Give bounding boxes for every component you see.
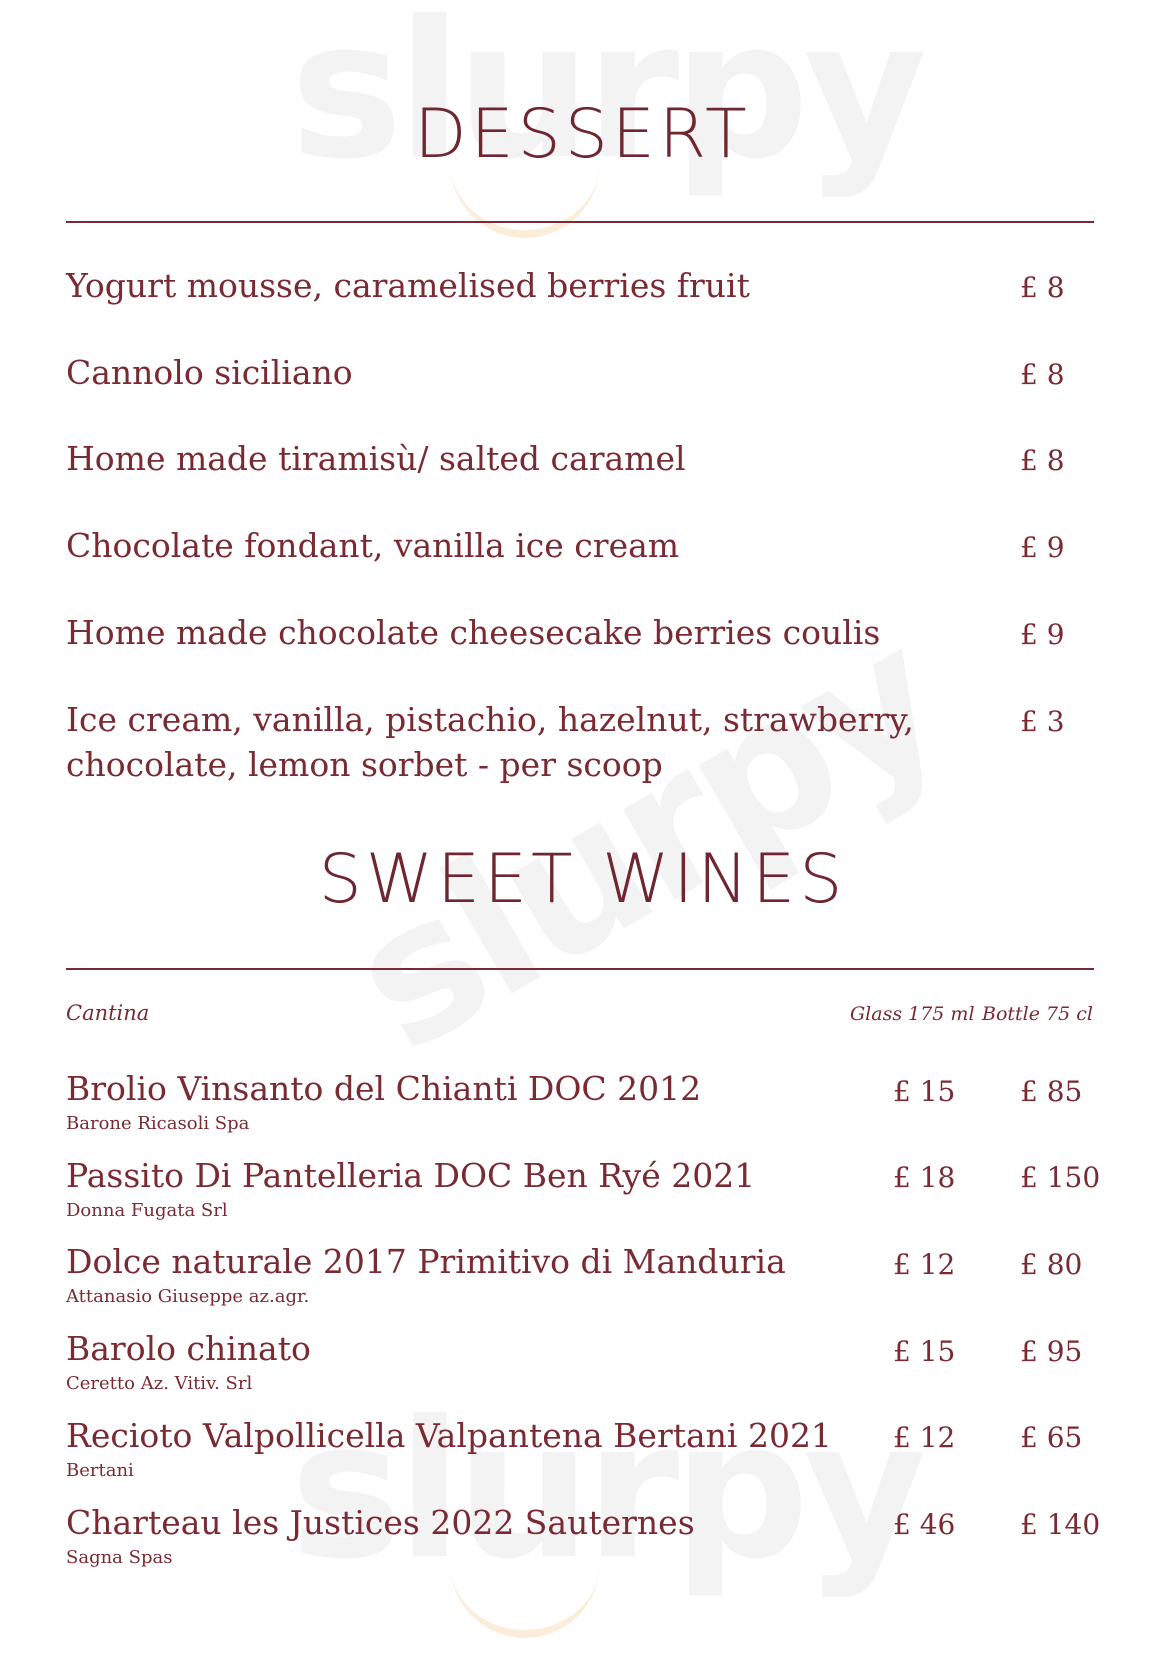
wine-glass-price: £ 15 [893, 1075, 956, 1108]
dessert-item-name: Ice cream, vanilla, pistachio, hazelnut, strawberry, chocolate, lemon sorbet - per scoop [66, 700, 914, 784]
wine-name: Recioto Valpollicella Valpantena Bertani 2021 [66, 1416, 832, 1455]
wine-producer: Barone Ricasoli Spa [66, 1113, 250, 1134]
dessert-item-price: £ 9 [1020, 618, 1065, 651]
dessert-item-name: Chocolate fondant, vanilla ice cream [66, 526, 680, 565]
wine-bottle-price: £ 85 [1020, 1075, 1083, 1108]
wine-producer: Donna Fugata Srl [66, 1200, 228, 1221]
wine-bottle-price: £ 150 [1020, 1161, 1101, 1194]
wine-bottle-price: £ 65 [1020, 1421, 1083, 1454]
wine-producer: Ceretto Az. Vitiv. Srl [66, 1373, 253, 1394]
dessert-item-name: Yogurt mousse, caramelised berries fruit [66, 266, 750, 305]
wine-name: Charteau les Justices 2022 Sauternes [66, 1503, 695, 1542]
wine-glass-price: £ 12 [893, 1248, 956, 1281]
wine-bottle-price: £ 80 [1020, 1248, 1083, 1281]
column-header-glass: Glass 175 ml [850, 1003, 975, 1025]
wine-glass-price: £ 15 [893, 1335, 956, 1368]
dessert-item-price: £ 9 [1020, 531, 1065, 564]
dessert-item-price: £ 8 [1020, 271, 1065, 304]
wine-producer: Bertani [66, 1460, 134, 1481]
wine-name: Dolce naturale 2017 Primitivo di Manduria [66, 1242, 786, 1281]
wine-glass-price: £ 18 [893, 1161, 956, 1194]
column-header-cantina: Cantina [66, 1001, 150, 1025]
divider [66, 968, 1094, 970]
sweet-wines-title: SWEET WINES [318, 840, 847, 919]
dessert-item-price: £ 8 [1020, 444, 1065, 477]
wine-name: Brolio Vinsanto del Chianti DOC 2012 [66, 1069, 702, 1108]
divider [66, 221, 1094, 223]
wine-bottle-price: £ 95 [1020, 1335, 1083, 1368]
dessert-item-name: Cannolo siciliano [66, 353, 353, 392]
dessert-item-name: Home made tiramisù/ salted caramel [66, 439, 686, 478]
dessert-item-name: Home made chocolate cheesecake berries coulis [66, 613, 881, 652]
wine-bottle-price: £ 140 [1020, 1508, 1101, 1541]
watermark-swoosh [450, 1560, 600, 1638]
wine-producer: Sagna Spas [66, 1547, 173, 1568]
column-header-bottle: Bottle 75 cl [982, 1003, 1093, 1025]
dessert-item-price: £ 3 [1020, 705, 1065, 738]
dessert-item-price: £ 8 [1020, 358, 1065, 391]
wine-producer: Attanasio Giuseppe az.agr. [66, 1286, 310, 1307]
wine-glass-price: £ 46 [893, 1508, 956, 1541]
wine-name: Passito Di Pantelleria DOC Ben Ryé 2021 [66, 1156, 756, 1195]
dessert-title: DESSERT [414, 95, 751, 174]
wine-glass-price: £ 12 [893, 1421, 956, 1454]
wine-name: Barolo chinato [66, 1329, 311, 1368]
